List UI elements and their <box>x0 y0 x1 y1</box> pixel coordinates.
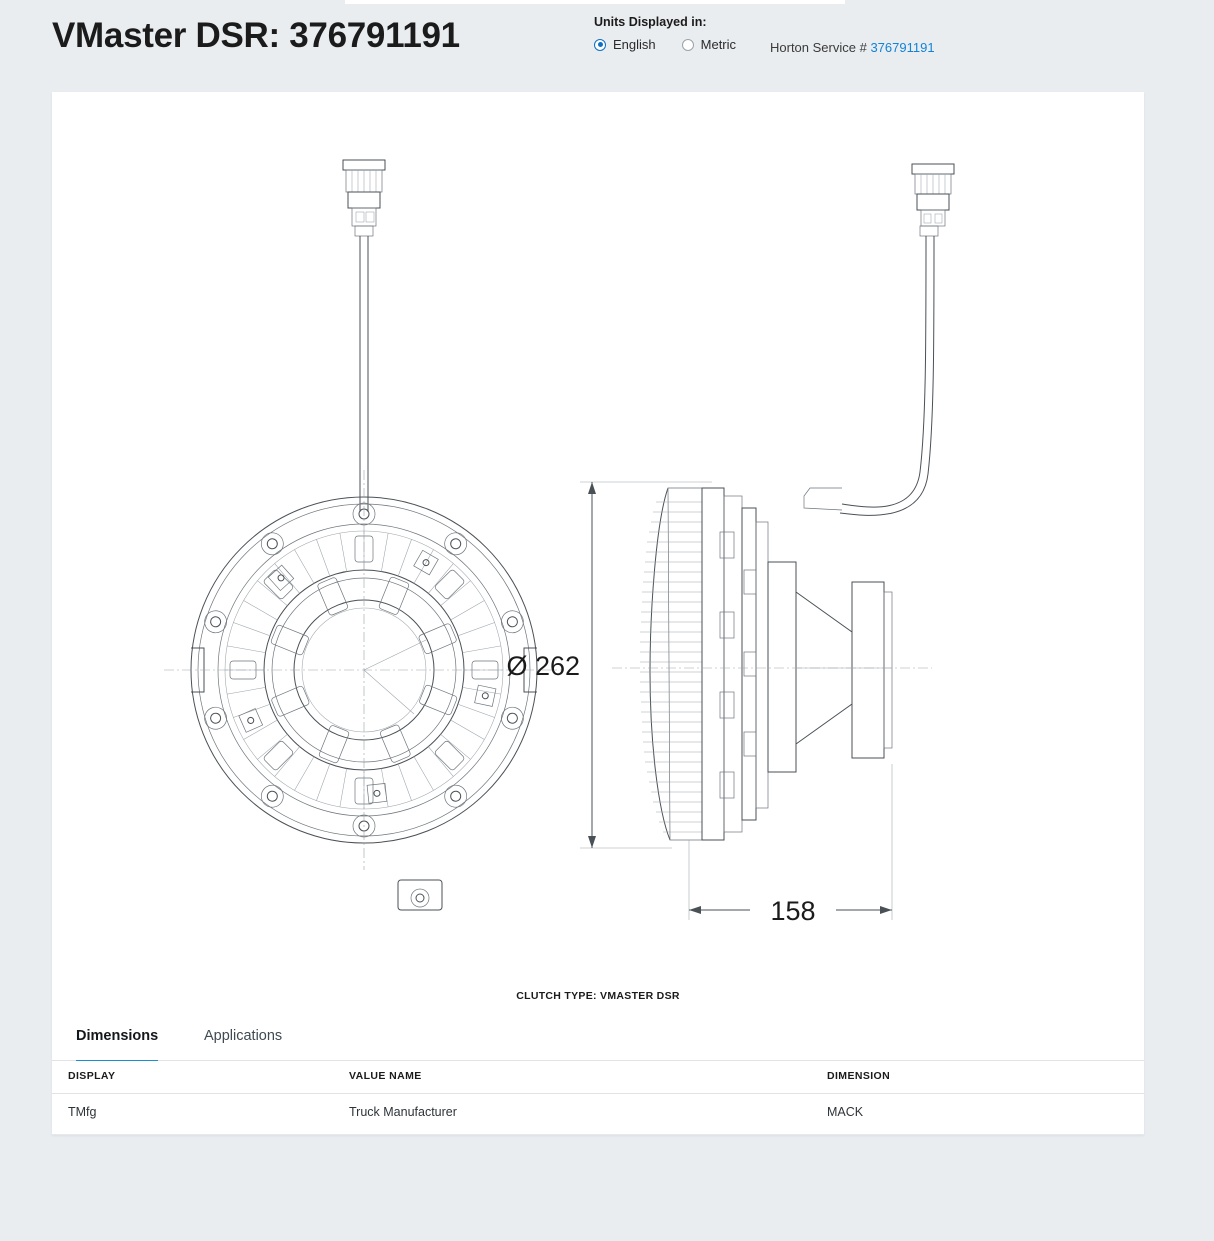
cell-value-name: Truck Manufacturer <box>349 1105 457 1119</box>
units-label: Units Displayed in: <box>594 15 707 29</box>
side-housing <box>612 488 932 840</box>
front-clutch-body <box>164 470 564 910</box>
radio-metric-indicator[interactable] <box>682 39 694 51</box>
service-number-link[interactable]: 376791191 <box>870 40 935 55</box>
front-view <box>164 160 564 910</box>
dimension-width <box>689 764 892 926</box>
tab-bar <box>52 1012 1144 1061</box>
dimension-diameter-label: Ø 262 <box>506 651 580 681</box>
radio-option-english[interactable] <box>594 37 656 52</box>
units-selector <box>594 15 762 52</box>
horton-service-number <box>770 40 935 55</box>
page-title: VMaster DSR: 376791191 <box>52 16 460 55</box>
drawing-caption: CLUTCH TYPE: VMASTER DSR <box>516 990 680 1002</box>
radio-english-indicator[interactable] <box>594 39 606 51</box>
table-header-row <box>52 1061 1144 1094</box>
side-connector <box>912 164 954 236</box>
technical-drawing <box>52 92 1144 1012</box>
dimension-diameter <box>506 482 712 848</box>
page-header <box>0 0 1214 92</box>
table-row <box>52 1094 1144 1135</box>
side-view <box>612 164 954 840</box>
dimension-width-label: 158 <box>770 896 816 926</box>
service-number-prefix: Horton Service # <box>770 40 867 55</box>
radio-english-label: English <box>613 37 656 52</box>
cell-display: TMfg <box>68 1105 97 1119</box>
column-header-value-name: VALUE NAME <box>349 1070 422 1082</box>
front-connector <box>343 160 385 512</box>
tab-applications[interactable]: Applications <box>204 1028 283 1044</box>
tab-dimensions[interactable]: Dimensions <box>76 1012 158 1063</box>
product-card <box>52 92 1144 1135</box>
column-header-display: DISPLAY <box>68 1070 116 1082</box>
column-header-dimension: DIMENSION <box>827 1070 891 1082</box>
radio-option-metric[interactable] <box>682 37 736 52</box>
cell-dimension: MACK <box>827 1105 864 1119</box>
radio-metric-label: Metric <box>700 37 737 52</box>
side-fan-blades <box>640 488 702 840</box>
clutch-drawing-svg <box>52 92 1144 992</box>
dimensions-table <box>52 1061 1144 1135</box>
